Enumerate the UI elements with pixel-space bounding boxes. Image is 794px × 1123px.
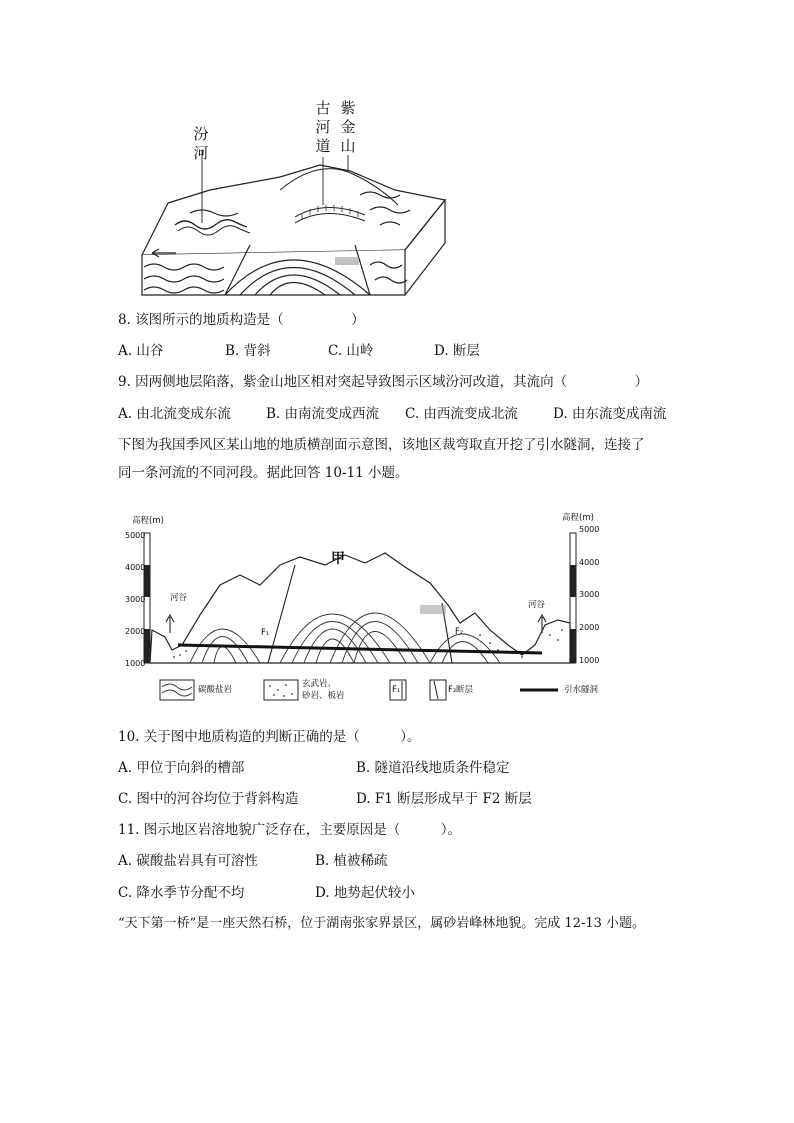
label-gu-he-dao-2: 河 bbox=[315, 118, 331, 136]
label-gu-he-dao-3: 道 bbox=[315, 137, 331, 155]
legend-f2: F₂ bbox=[448, 685, 457, 695]
right-tick-2000: 2000 bbox=[579, 623, 600, 632]
right-axis-title: 高程(m) bbox=[562, 513, 594, 523]
label-jia: 甲 bbox=[331, 551, 345, 567]
q11-option-a[interactable]: A. 碳酸盐岩具有可溶性 bbox=[118, 853, 258, 869]
label-zi-jin-shan-2: 金 bbox=[340, 118, 356, 136]
label-valley-right: 河谷 bbox=[528, 600, 546, 610]
intro-10-11-line2: 同一条河流的不同河段。据此回答 10-11 小题。 bbox=[118, 465, 409, 481]
q9-option-d[interactable]: D. 由东流变成南流 bbox=[553, 406, 667, 422]
q9-option-a[interactable]: A. 由北流变成东流 bbox=[118, 406, 231, 422]
left-axis-title: 高程(m) bbox=[132, 516, 164, 526]
q11-option-d[interactable]: D. 地势起伏较小 bbox=[315, 885, 415, 901]
q8-option-c[interactable]: C. 山岭 bbox=[328, 343, 374, 359]
q10-option-c[interactable]: C. 图中的河谷均位于背斜构造 bbox=[118, 791, 299, 807]
question-11-stem: 11. 图示地区岩溶地貌广泛存在，主要原因是（ ）。 bbox=[118, 822, 462, 838]
left-tick-3000: 3000 bbox=[125, 595, 146, 604]
label-zi-jin-shan-1: 紫 bbox=[340, 99, 356, 117]
left-tick-4000: 4000 bbox=[125, 563, 146, 572]
question-9-stem: 9. 因两侧地层陷落，紫金山地区相对突起导致图示区域汾河改道，其流向（ ） bbox=[118, 374, 649, 390]
figure-block-diagram bbox=[130, 95, 450, 300]
q8-option-b[interactable]: B. 背斜 bbox=[225, 343, 271, 359]
right-tick-1000: 1000 bbox=[579, 656, 600, 665]
intro-10-11-line1: 下图为我国季风区某山地的地质横剖面示意图，该地区裁弯取直开挖了引水隧洞，连接了 bbox=[118, 437, 645, 453]
q11-option-b[interactable]: B. 植被稀疏 bbox=[315, 853, 388, 869]
q10-option-a[interactable]: A. 甲位于向斜的槽部 bbox=[118, 760, 245, 776]
label-fault-f1: F₁ bbox=[261, 628, 270, 638]
block-diagram-svg bbox=[130, 95, 450, 300]
right-tick-5000: 5000 bbox=[579, 525, 600, 534]
legend-f1: F₁ bbox=[392, 685, 401, 695]
left-tick-2000: 2000 bbox=[125, 627, 146, 636]
label-valley-left: 河谷 bbox=[170, 593, 188, 603]
label-gu-he-dao-1: 古 bbox=[315, 99, 331, 117]
legend-basalt-2: 砂岩、板岩 bbox=[302, 691, 345, 701]
left-tick-5000: 5000 bbox=[125, 531, 146, 540]
question-10-stem: 10. 关于图中地质构造的判断正确的是（ ）。 bbox=[118, 729, 421, 745]
q8-option-d[interactable]: D. 断层 bbox=[434, 343, 480, 359]
q8-option-a[interactable]: A. 山谷 bbox=[118, 343, 164, 359]
label-zi-jin-shan-3: 山 bbox=[340, 137, 356, 155]
label-fen-he-1: 汾 bbox=[193, 125, 209, 143]
legend-carbonate: 碳酸盐岩 bbox=[198, 685, 233, 695]
right-tick-3000: 3000 bbox=[579, 590, 600, 599]
q11-option-c[interactable]: C. 降水季节分配不均 bbox=[118, 885, 245, 901]
label-fault-f2: F₂ bbox=[455, 627, 464, 637]
legend-tunnel: 引水隧洞 bbox=[564, 685, 599, 695]
q10-option-d[interactable]: D. F1 断层形成早于 F2 断层 bbox=[356, 791, 532, 807]
label-fen-he-2: 河 bbox=[193, 144, 209, 162]
legend-basalt-1: 玄武岩、 bbox=[302, 679, 337, 689]
q9-option-b[interactable]: B. 由南流变成西流 bbox=[266, 406, 380, 422]
legend-fault: 断层 bbox=[456, 685, 474, 695]
q9-option-c[interactable]: C. 由西流变成北流 bbox=[405, 406, 518, 422]
question-8-stem: 8. 该图所示的地质构造是（ ） bbox=[118, 312, 365, 328]
intro-12-13-line1: “天下第一桥”是一座天然石桥，位于湖南张家界景区，属砂岩峰林地貌。完成 12-13 小题。 bbox=[118, 916, 646, 931]
q10-option-b[interactable]: B. 隧道沿线地质条件稳定 bbox=[356, 760, 510, 776]
left-tick-1000: 1000 bbox=[125, 659, 146, 668]
right-tick-4000: 4000 bbox=[579, 558, 600, 567]
